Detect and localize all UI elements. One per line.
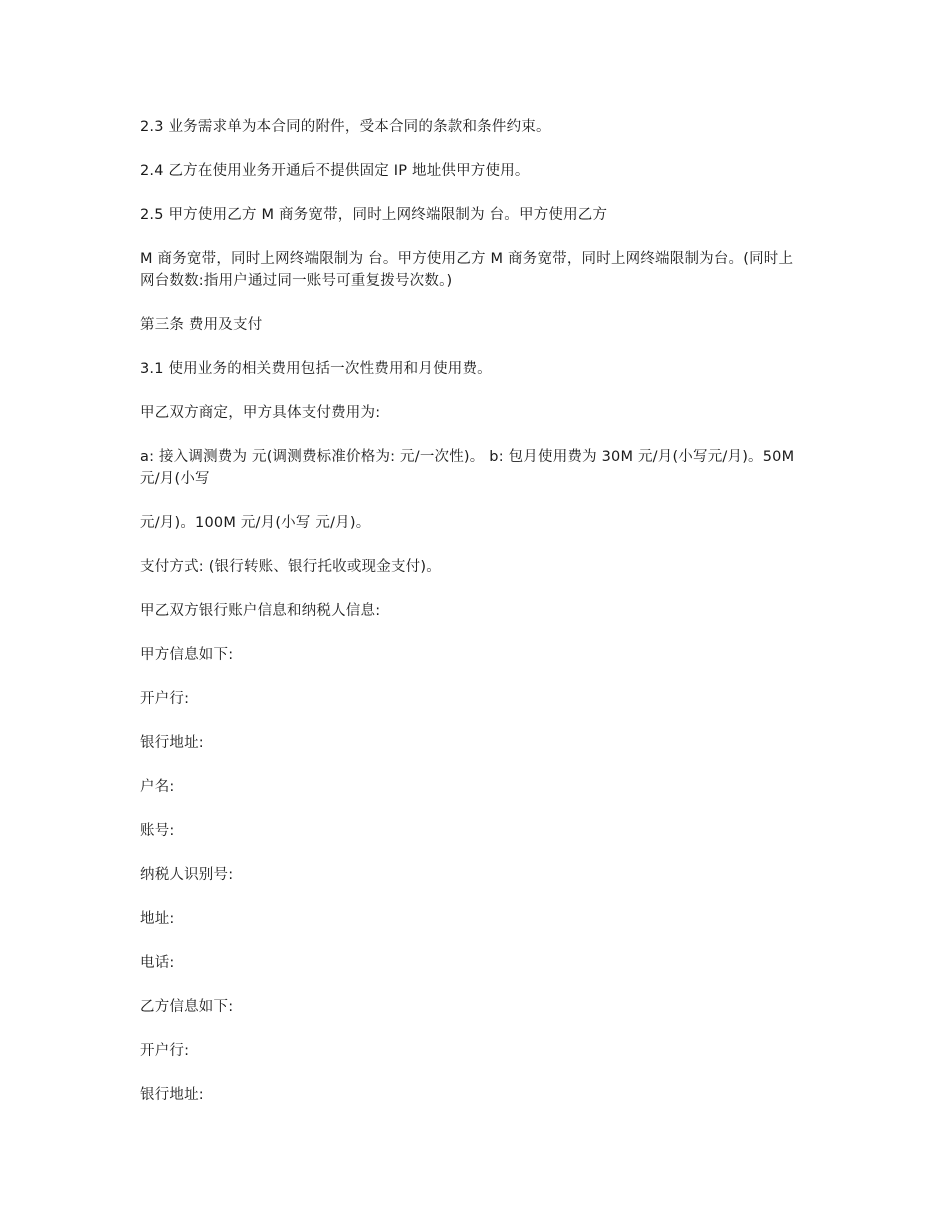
fee-items-continued: 元/月)。100M 元/月(小写 元/月)。 [140, 515, 371, 531]
party-a-account-number-field: 账号: [140, 823, 175, 839]
clause-2-4: 2.4 乙方在使用业务开通后不提供固定 IP 地址供甲方使用。 [140, 163, 530, 179]
payment-method: 支付方式: (银行转账、银行托收或现金支付)。 [140, 559, 441, 575]
party-a-phone-field: 电话: [140, 955, 175, 971]
clause-2-5-continued: M 商务宽带，同时上网终端限制为 台。甲方使用乙方 M 商务宽带，同时上网终端限制为台。(同时上网台数数:指用户通过同一账号可重复拨号次数。) [140, 251, 794, 289]
party-a-bank-address-field: 银行地址: [140, 735, 204, 751]
party-b-info-heading: 乙方信息如下: [140, 999, 234, 1015]
clause-2-3: 2.3 业务需求单为本合同的附件，受本合同的条款和条件约束。 [140, 119, 551, 135]
fee-items: a: 接入调测费为 元(调测费标准价格为: 元/一次性)。 b: 包月使用费为 30M 元/月(小写元/月)。50M 元/月(小写 [140, 449, 800, 487]
payment-agreement: 甲乙双方商定，甲方具体支付费用为: [140, 405, 381, 421]
party-a-address-field: 地址: [140, 911, 175, 927]
party-b-bank-field: 开户行: [140, 1043, 190, 1059]
party-a-account-name-field: 户名: [140, 779, 175, 795]
party-a-bank-field: 开户行: [140, 691, 190, 707]
party-a-taxpayer-id-field: 纳税人识别号: [140, 867, 234, 883]
clause-2-5: 2.5 甲方使用乙方 M 商务宽带，同时上网终端限制为 台。甲方使用乙方 [140, 207, 608, 223]
section-heading-article-3: 第三条 费用及支付 [140, 317, 263, 333]
clause-3-1: 3.1 使用业务的相关费用包括一次性费用和月使用费。 [140, 361, 492, 377]
party-b-bank-address-field: 银行地址: [140, 1087, 204, 1103]
bank-tax-info-heading: 甲乙双方银行账户信息和纳税人信息: [140, 603, 381, 619]
party-a-info-heading: 甲方信息如下: [140, 647, 234, 663]
document-body [140, 116, 800, 1128]
